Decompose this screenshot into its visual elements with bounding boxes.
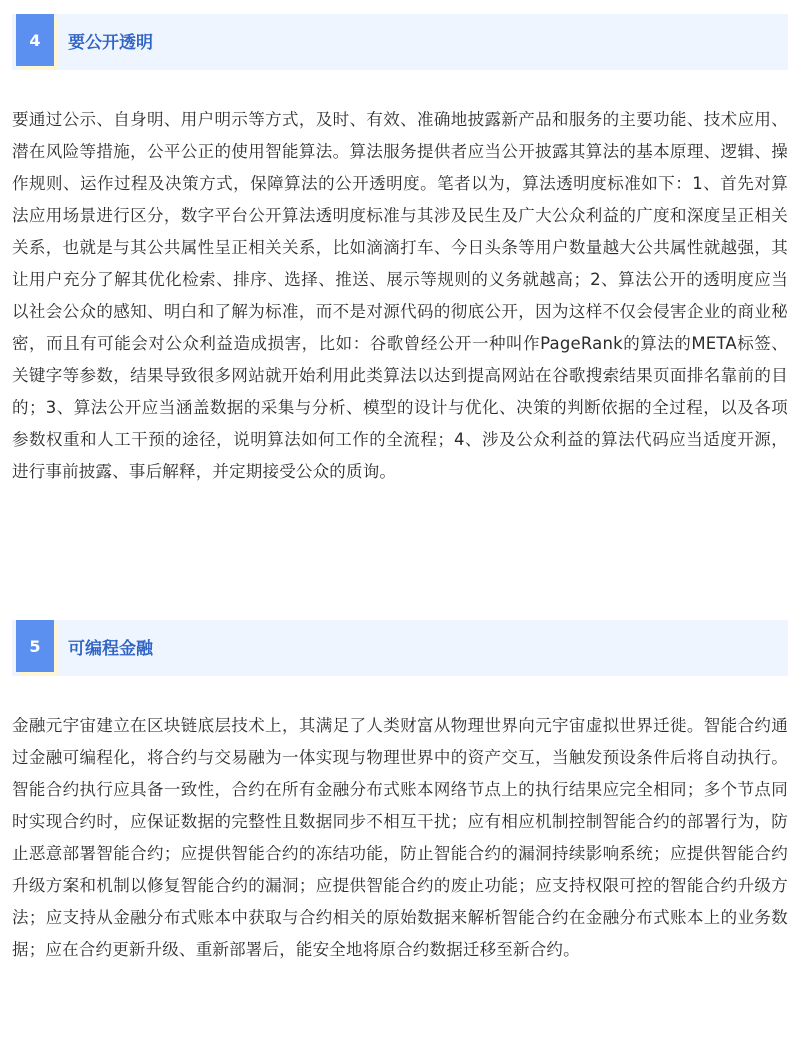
section-number-badge: 4 (16, 14, 54, 66)
section-header-4 (12, 14, 788, 74)
section-title: 要公开透明 (68, 32, 153, 53)
section-number-badge: 5 (16, 620, 54, 672)
section-title: 可编程金融 (68, 638, 153, 659)
section-body-5: 金融元宇宙建立在区块链底层技术上，其满足了人类财富从物理世界向元宇宙虚拟世界迁徙。智能合约通过金融可编程化，将合约与交易融为一体实现与物理世界中的资产交互，当触发预设条件后将自动执行。智能合约执行应具备一致性，合约在所有金融分布式账本网络节点上的执行结果应完全相同；多个节点同时实现合约时，应保证数据的完整性且数据同步不相互干扰；应有相应机制控制智能合约的部署行为，防止恶意部署智能合约；应提供智能合约的冻结功能，防止智能合约的漏洞持续影响系统；应提供智能合约升级方案和机制以修复智能合约的漏洞；应提供智能合约的废止功能；应支持权限可控的智能合约升级方法；应支持从金融分布式账本中获取与合约相关的原始数据来解析智能合约在金融分布式账本上的业务数据；应在合约更新升级、重新部署后，能安全地将原合约数据迁移至新合约。 (12, 716, 788, 959)
section-header-5 (12, 620, 788, 680)
section-body-4: 要通过公示、自身明、用户明示等方式，及时、有效、准确地披露新产品和服务的主要功能、技术应用、潜在风险等措施，公平公正的使用智能算法。算法服务提供者应当公开披露其算法的基本原理、逻辑、操作规则、运作过程及决策方式，保障算法的公开透明度。笔者以为，算法透明度标准如下：1、首先对算法应用场景进行区分，数字平台公开算法透明度标准与其涉及民生及广大公众利益的广度和深度呈正相关关系，也就是与其公共属性呈正相关关系，比如滴滴打车、今日头条等用户数量越大公共属性就越强，其让用户充分了解其优化检索、排序、选择、推送、展示等规则的义务就越高；2、算法公开的透明度应当以社会公众的感知、明白和了解为标准，而不是对源代码的彻底公开，因为这样不仅会侵害企业的商业秘密，而且有可能会对公众利益造成损害，比如：谷歌曾经公开一种叫作PageRank的算法的META标签、关键字等参数，结果导致很多网站就开始利用此类算法以达到提高网站在谷歌搜索结果页面排名靠前的目的；3、算法公开应当涵盖数据的采集与分析、模型的设计与优化、决策的判断依据的全过程，以及各项参数权重和人工干预的途径，说明算法如何工作的全流程；4、涉及公众利益的算法代码应当适度开源，进行事前披露、事后解释，并定期接受公众的质询。 (12, 110, 788, 481)
